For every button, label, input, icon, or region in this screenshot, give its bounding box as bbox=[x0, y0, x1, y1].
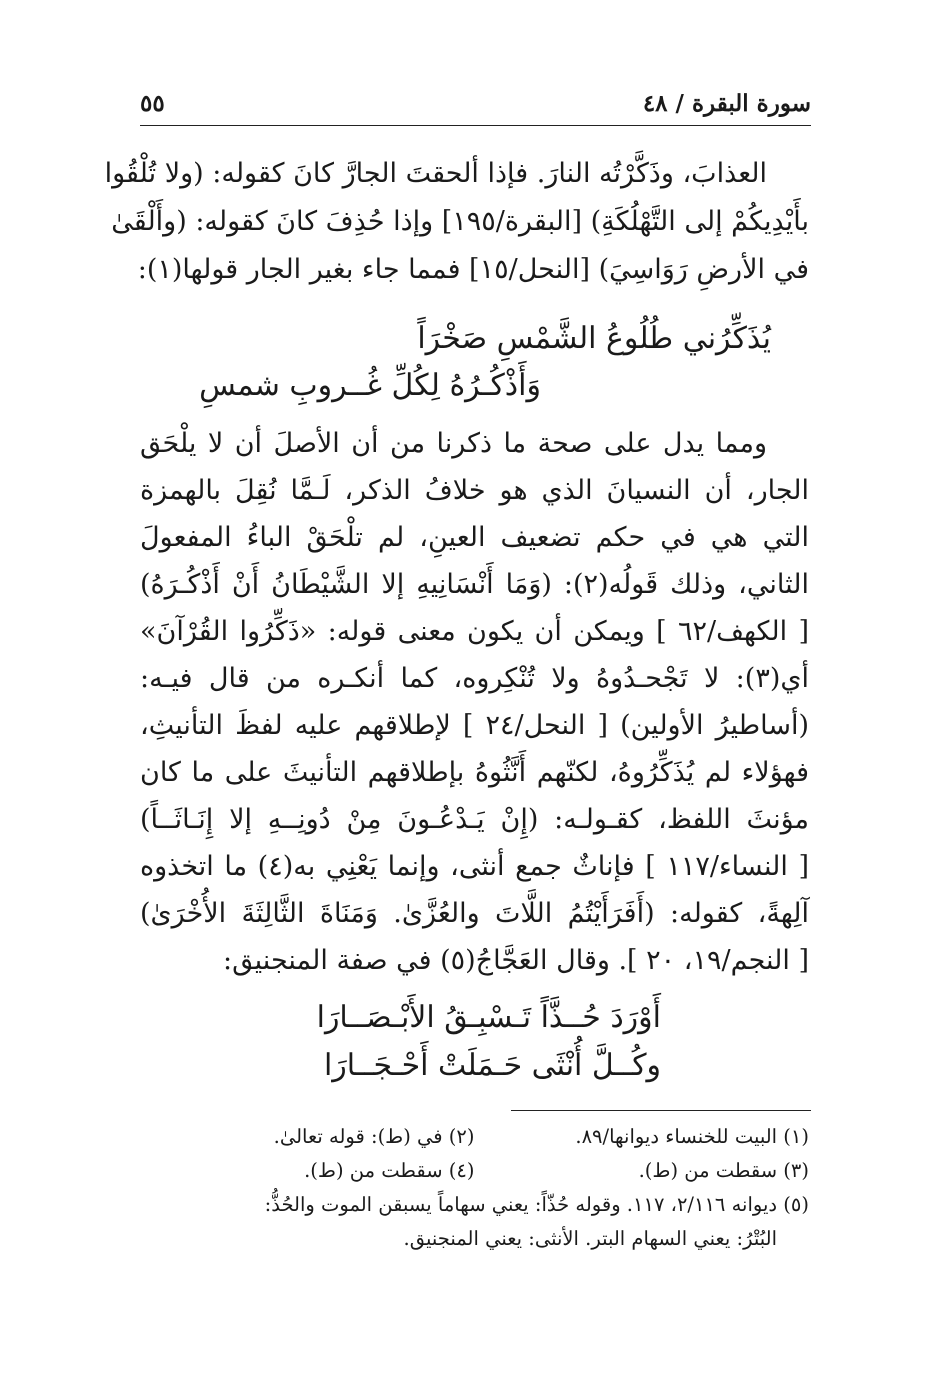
text-line: [ الكهف/٦٢ ] ويمكن أن يكون معنى قوله: «ذَكِّرُوا القُرْآنَ» bbox=[140, 616, 809, 647]
footnote-3: (٣) سقطت من (ط). bbox=[638, 1159, 809, 1182]
text-line: العذابَ، وذَكَّرْتُه النارَ. فإذا ألحقتَ الجارَّ كانَ كقوله: (ولا تُلْقُوا bbox=[104, 158, 767, 189]
text-line: أي(٣): لا تَجْحـدُوهُ ولا تُنْكِروه، كما أنكـره من قال فيـه: bbox=[140, 663, 809, 694]
footnote-1: (١) البيت للخنساء ديوانها/٨٩. bbox=[575, 1125, 809, 1148]
text-line: آلِهةً، كقوله: (أَفَرَأَيْتُمُ اللَّاتَ والعُزَّىٰ. وَمَنَاةَ الثَّالِثَةَ الأُخْرَىٰ) bbox=[140, 898, 809, 929]
text-line: [ النساء/١١٧ ] فإناثٌ جمع أنثى، وإنما يَعْنِي به(٤) ما اتخذوه bbox=[140, 851, 809, 882]
footnote-2: (٢) في (ط): قوله تعالىٰ. bbox=[273, 1125, 475, 1148]
text-line: الثاني، وذلك قَولُه(٢): (وَمَا أَنْسَانِيهِ إلا الشَّيْطَانُ أَنْ أَذْكُـرَهُ) bbox=[140, 569, 809, 600]
page-header bbox=[140, 86, 811, 126]
text-line: فهؤلاء لم يُذَكِّرُوهُ، لكنّهم أَنَّثُوهُ بإطلاقهم التأنيثَ على ما كان bbox=[140, 757, 809, 788]
footnotes bbox=[140, 1120, 809, 1256]
text-line: ومما يدل على صحة ما ذكرنا من أن الأصلَ أن لا يلْحَق bbox=[140, 428, 767, 459]
running-title: سورة البقرة / ٤٨ bbox=[642, 90, 811, 117]
page-number: ٥٥ bbox=[140, 90, 165, 117]
footnote-5-continuation: البُتْرُ: يعني السهام البتر. الأنثى: يعني المنجنيق. bbox=[403, 1227, 777, 1250]
footnote-row bbox=[140, 1120, 809, 1154]
verse-line: وَأَذْكُـرُهُ لِكُلِّ غُــروبِ شمسِ bbox=[199, 368, 541, 403]
footnote-4: (٤) سقطت من (ط). bbox=[304, 1159, 475, 1182]
text-line: بأَيْدِيكُمْ إلى التَّهْلُكَةِ) [البقرة/١٩٥] وإذا حُذِفَ كانَ كقوله: (وأَلْقَىٰ bbox=[111, 206, 809, 237]
text-line: مؤنثَ اللفظ، كقـولـه: (إِنْ يَـدْعُـونَ مِنْ دُونِــهِ إلا إِنَـاثَــاً) bbox=[140, 804, 809, 835]
footnote-row bbox=[140, 1154, 809, 1188]
verse-line: أَوْرَدَ حُــذَّاً تَـسْبِـقُ الأَبْـصَــارَا bbox=[316, 1000, 661, 1035]
text-line: [ النجم/١٩، ٢٠ ]. وقال العَجَّاجُ(٥) في صفة المنجنيق: bbox=[223, 945, 809, 976]
footnote-5: (٥) ديوانه ٢/١١٦، ١١٧. وقوله حُذّاً: يعني سهاماً يسبقن الموت والحُذُّ: bbox=[264, 1193, 809, 1216]
text-line: في الأرضِ رَوَاسِيَ) [النحل/١٥] فمما جاء بغير الجار قولها(١): bbox=[137, 254, 809, 285]
paragraph-1 bbox=[104, 150, 809, 294]
text-line: الجار، أن النسيانَ الذي هو خلافُ الذكر، لَـمَّا نُقِلَ بالهمزة bbox=[140, 475, 809, 506]
verse-line: وكُــلَّ أُنْثَى حَـمَلَتْ أَحْـجَــارَا bbox=[323, 1048, 661, 1083]
text-line: التي هي في حكم تضعيف العينِ، لم تلْحَقْ الباءُ المفعولَ bbox=[140, 522, 809, 553]
text-line: (أساطيرُ الأولين) [ النحل/٢٤ ] لإطلاقهم عليه لفظَ التأنيثِ، bbox=[140, 710, 809, 741]
footnote-separator bbox=[511, 1110, 811, 1111]
verse-line: يُذَكِّرُني طُلُوعُ الشَّمْسِ صَخْرَاً bbox=[417, 321, 771, 356]
paragraph-2 bbox=[140, 420, 809, 984]
